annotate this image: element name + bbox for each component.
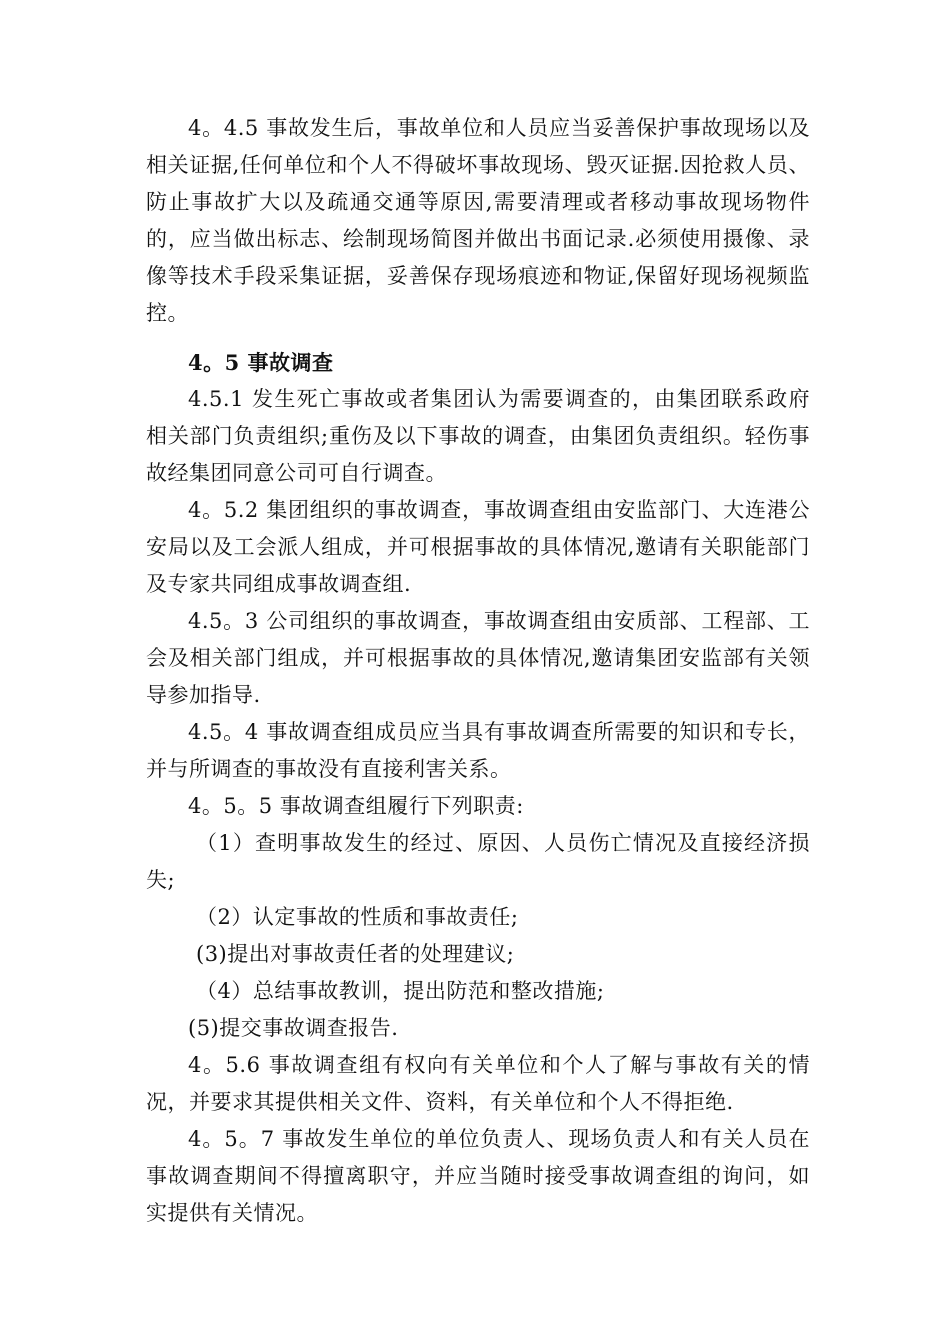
paragraph-4-5-3: 4.5。3 公司组织的事故调查，事故调查组由安质部、工程部、工会及相关部门组成，并可根据事故的具体情况,邀请集团安监部有关领导参加指导.	[146, 609, 810, 707]
document-page	[146, 110, 810, 1232]
list-item-2: （2）认定事故的性质和事故责任;	[196, 905, 519, 929]
paragraph-4-5-5: 4。5。5 事故调查组履行下列职责:	[188, 794, 524, 818]
section-heading-4-5: 4。5 事故调查	[188, 350, 334, 375]
paragraph-4-4-5: 4。4.5 事故发生后，事故单位和人员应当妥善保护事故现场以及相关证据,任何单位和个人不得破坏事故现场、毁灭证据.因抢救人员、防止事故扩大以及疏通交通等原因,需要清理或者移动事故现场物件的，应当做出标志、绘制现场简图并做出书面记录.必须使用摄像、录像等技术手段采集证据，妥善保存现场痕迹和物证,保留好现场视频监控。	[146, 116, 810, 325]
paragraph-4-5-1: 4.5.1 发生死亡事故或者集团认为需要调查的，由集团联系政府相关部门负责组织;重伤及以下事故的调查，由集团负责组织。轻伤事故经集团同意公司可自行调查。	[146, 387, 810, 485]
list-item-4: （4）总结事故教训，提出防范和整改措施;	[196, 979, 605, 1003]
paragraph-4-5-6: 4。5.6 事故调查组有权向有关单位和个人了解与事故有关的情况，并要求其提供相关文件、资料，有关单位和个人不得拒绝.	[146, 1053, 810, 1114]
paragraph-4-5-4: 4.5。4 事故调查组成员应当具有事故调查所需要的知识和专长，并与所调查的事故没有直接利害关系。	[146, 720, 810, 781]
list-item-1: （1）查明事故发生的经过、原因、人员伤亡情况及直接经济损失;	[146, 831, 810, 892]
list-item-5: (5)提交事故调查报告.	[188, 1016, 399, 1040]
paragraph-4-5-2: 4。5.2 集团组织的事故调查，事故调查组由安监部门、大连港公安局以及工会派人组成，并可根据事故的具体情况,邀请有关职能部门及专家共同组成事故调查组.	[146, 498, 810, 596]
list-item-3: (3)提出对事故责任者的处理建议;	[196, 942, 515, 966]
paragraph-4-5-7: 4。5。7 事故发生单位的单位负责人、现场负责人和有关人员在事故调查期间不得擅离职守，并应当随时接受事故调查组的询问，如实提供有关情况。	[146, 1127, 810, 1225]
